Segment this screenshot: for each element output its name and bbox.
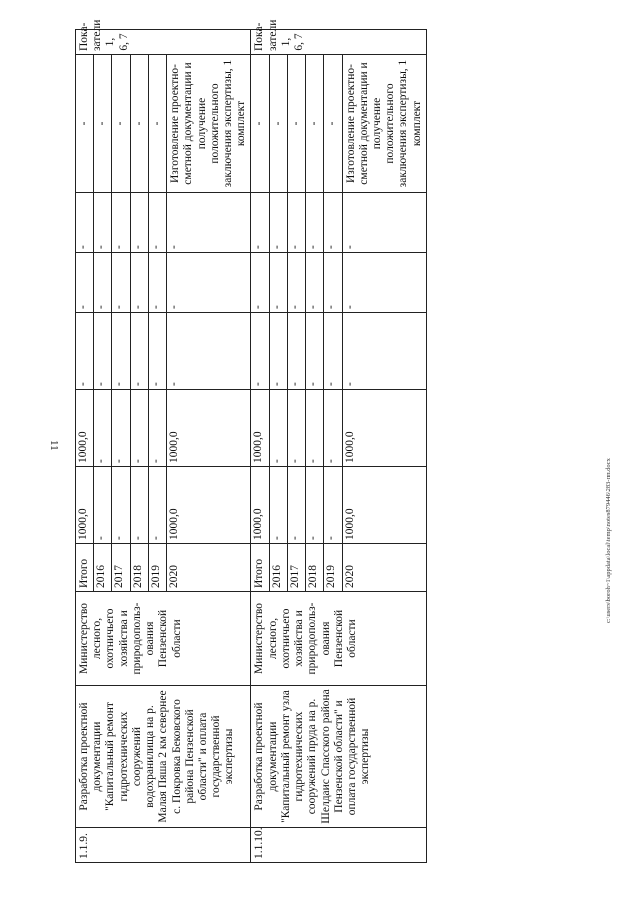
value-cell: -: [130, 253, 148, 313]
table-body: [76, 19, 427, 863]
value-cell: -: [130, 390, 148, 467]
value-cell: -: [112, 253, 130, 313]
value-cell: -: [167, 313, 251, 390]
value-cell: -: [112, 467, 130, 544]
year-cell: 2019: [324, 544, 342, 592]
value-cell: -: [148, 467, 166, 544]
item-title: Разработка проектной документации "Капитальный ремонт гидротехнических сооружений водохранилища на р. Малая Пяша 2 км севернее с. Покровка Бековского района Пензенской области" и оплата государственной экспертизы: [76, 686, 251, 828]
year-cell: 2019: [148, 544, 166, 592]
value-cell: -: [167, 193, 251, 253]
value-cell: 1000,0: [342, 390, 426, 467]
result-cell: -: [324, 55, 342, 193]
result-cell: -: [306, 55, 324, 193]
value-cell: -: [306, 253, 324, 313]
value-cell: -: [94, 313, 112, 390]
value-cell: -: [130, 193, 148, 253]
value-cell: -: [251, 313, 269, 390]
value-cell: -: [342, 313, 426, 390]
total-label: Итого: [76, 544, 94, 592]
result-cell: -: [76, 55, 94, 193]
value-cell: -: [148, 390, 166, 467]
year-cell: 2020: [167, 544, 251, 592]
item-executor: Министерство лесного, охотничьего хозяйства и природопольз-ования Пензенской области: [76, 592, 251, 686]
result-cell: Изготовление проектно-сметной документации и получение положительного заключения экспертизы, 1 комплект: [342, 55, 426, 193]
value-cell: -: [94, 390, 112, 467]
result-cell: Изготовление проектно-сметной документации и получение положительного заключения экспертизы, 1 комплект: [167, 55, 251, 193]
program-table: [75, 19, 427, 863]
value-cell: 1000,0: [76, 467, 94, 544]
result-cell: -: [148, 55, 166, 193]
rotated-table-container: [75, 19, 610, 863]
total-label: Итого: [251, 544, 269, 592]
indicator-cell: Пока-затели 1, 6, 7: [251, 30, 426, 55]
value-cell: -: [324, 253, 342, 313]
year-cell: 2018: [306, 544, 324, 592]
value-cell: -: [148, 193, 166, 253]
value-cell: -: [269, 253, 287, 313]
result-cell: -: [269, 55, 287, 193]
item-number: 1.1.10.: [251, 828, 426, 863]
table-row: [76, 30, 94, 863]
value-cell: -: [324, 467, 342, 544]
value-cell: -: [324, 390, 342, 467]
value-cell: 1000,0: [342, 467, 426, 544]
value-cell: -: [342, 253, 426, 313]
value-cell: -: [167, 253, 251, 313]
value-cell: -: [251, 193, 269, 253]
value-cell: -: [306, 390, 324, 467]
result-cell: -: [130, 55, 148, 193]
item-number: 1.1.9.: [76, 828, 251, 863]
value-cell: -: [287, 193, 305, 253]
year-cell: 2016: [269, 544, 287, 592]
value-cell: -: [324, 313, 342, 390]
value-cell: -: [269, 193, 287, 253]
value-cell: -: [251, 253, 269, 313]
value-cell: -: [130, 313, 148, 390]
page-number: 11: [48, 440, 60, 451]
value-cell: -: [269, 390, 287, 467]
value-cell: -: [94, 193, 112, 253]
item-title: Разработка проектной документации "Капитальный ремонт узла гидротехнических сооружений пруда на р. Шелдаис Спасского района Пензенской области" и оплата государственной экспертизы: [251, 686, 426, 828]
value-cell: -: [287, 390, 305, 467]
value-cell: -: [306, 313, 324, 390]
indicator-cell: Пока-затели 1, 6, 7: [76, 30, 251, 55]
value-cell: -: [287, 313, 305, 390]
result-cell: -: [251, 55, 269, 193]
value-cell: 1000,0: [251, 467, 269, 544]
value-cell: -: [324, 193, 342, 253]
year-cell: 2017: [112, 544, 130, 592]
file-path-footer: c:\users\boroh~1\appdata\local\temp\notes879446\283-пп.docx: [605, 458, 612, 623]
result-cell: -: [94, 55, 112, 193]
value-cell: -: [130, 467, 148, 544]
value-cell: -: [112, 313, 130, 390]
value-cell: -: [112, 390, 130, 467]
value-cell: -: [269, 467, 287, 544]
result-cell: -: [287, 55, 305, 193]
item-executor: Министерство лесного, охотничьего хозяйства и природопольз-ования Пензенской области: [251, 592, 426, 686]
value-cell: -: [76, 193, 94, 253]
value-cell: -: [269, 313, 287, 390]
value-cell: 1000,0: [76, 390, 94, 467]
year-cell: 2020: [342, 544, 426, 592]
value-cell: -: [342, 193, 426, 253]
value-cell: 1000,0: [167, 467, 251, 544]
value-cell: -: [76, 313, 94, 390]
value-cell: 1000,0: [167, 390, 251, 467]
table-row: [251, 30, 269, 863]
value-cell: -: [148, 253, 166, 313]
result-cell: -: [112, 55, 130, 193]
value-cell: -: [306, 467, 324, 544]
year-cell: 2018: [130, 544, 148, 592]
value-cell: -: [76, 253, 94, 313]
value-cell: -: [94, 253, 112, 313]
value-cell: -: [287, 467, 305, 544]
value-cell: -: [94, 467, 112, 544]
year-cell: 2017: [287, 544, 305, 592]
value-cell: -: [148, 313, 166, 390]
value-cell: -: [306, 193, 324, 253]
value-cell: -: [112, 193, 130, 253]
value-cell: 1000,0: [251, 390, 269, 467]
value-cell: -: [287, 253, 305, 313]
year-cell: 2016: [94, 544, 112, 592]
